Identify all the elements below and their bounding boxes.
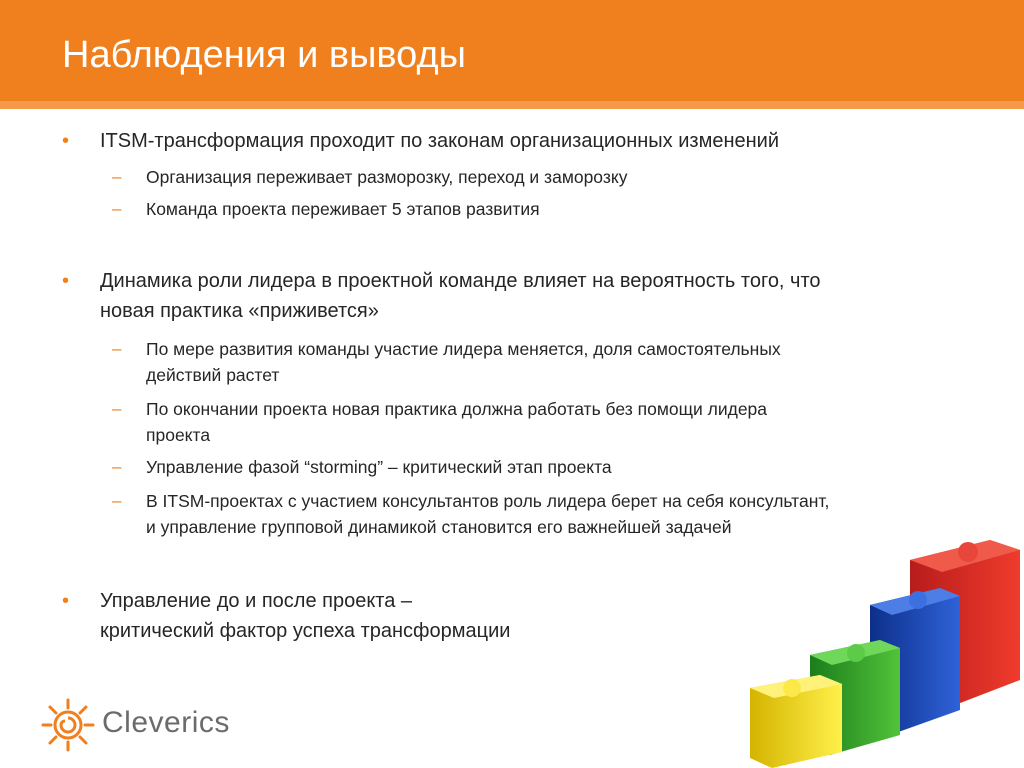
dash-marker: – bbox=[112, 457, 122, 476]
sub-bullet-item bbox=[112, 336, 781, 388]
sub-bullet-text-line2: проекта bbox=[146, 425, 211, 445]
bullet-item bbox=[62, 126, 779, 156]
sub-bullet-item bbox=[112, 196, 540, 222]
dash-marker: – bbox=[112, 167, 122, 186]
bullet-text-line1: Управление до и после проекта – bbox=[100, 590, 413, 612]
slide-title: Наблюдения и выводы bbox=[62, 34, 466, 76]
dash-marker: – bbox=[112, 199, 122, 218]
cleverics-logo bbox=[40, 700, 230, 750]
sub-bullet-text-line1: В ITSM-проектах с участием консультантов роль лидера берет на себя консультант, bbox=[146, 491, 830, 511]
logo-text: Cleverics bbox=[102, 706, 230, 739]
puzzle-staircase-icon bbox=[730, 520, 1024, 768]
bullet-item bbox=[62, 266, 821, 326]
bullet-text: ITSM-трансформация проходит по законам организационных изменений bbox=[100, 130, 779, 152]
sun-spiral-icon bbox=[40, 697, 96, 753]
sub-bullet-text-line2: действий растет bbox=[146, 365, 280, 385]
bullet-marker: • bbox=[62, 270, 70, 292]
bullet-marker: • bbox=[62, 590, 70, 612]
sub-bullet-text: Организация переживает разморозку, переход и заморозку bbox=[146, 167, 628, 187]
dash-marker: – bbox=[112, 399, 122, 418]
sub-bullet-text-line1: По окончании проекта новая практика должна работать без помощи лидера bbox=[146, 399, 768, 419]
bullet-text-line1: Динамика роли лидера в проектной команде влияет на вероятность того, что bbox=[100, 270, 821, 292]
sub-bullet-text-line1: По мере развития команды участие лидера меняется, доля самостоятельных bbox=[146, 339, 781, 359]
sub-bullet-text: Команда проекта переживает 5 этапов развития bbox=[146, 199, 540, 219]
bullet-marker: • bbox=[62, 130, 70, 152]
sub-bullet-item bbox=[112, 488, 830, 540]
dash-marker: – bbox=[112, 339, 122, 358]
sub-bullet-item bbox=[112, 454, 612, 480]
bullet-text-line2: критический фактор успеха трансформации bbox=[100, 620, 511, 642]
sub-bullet-text-line2: и управление групповой динамикой становится его важнейшей задачей bbox=[146, 517, 732, 537]
bullet-text-line2: новая практика «приживется» bbox=[100, 300, 379, 322]
bullet-item bbox=[62, 586, 511, 646]
sub-bullet-item bbox=[112, 396, 768, 448]
sub-bullet-text: Управление фазой “storming” – критический этап проекта bbox=[146, 457, 612, 477]
sub-bullet-item bbox=[112, 164, 628, 190]
dash-marker: – bbox=[112, 491, 122, 510]
